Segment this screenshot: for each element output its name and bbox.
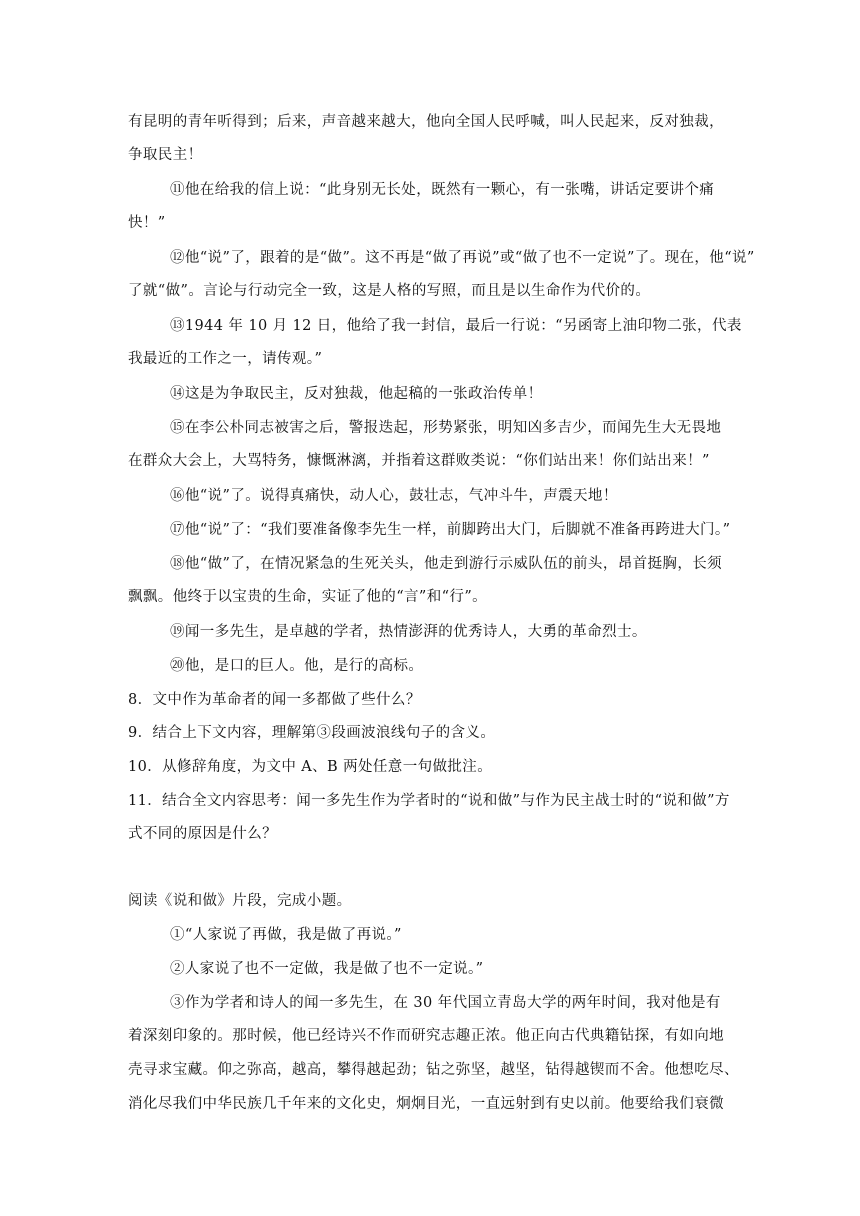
passage-2-paragraph-3-line-4: 消化尽我们中华民族几千年来的文化史，炯炯目光，一直远射到有史以前。他要给我们衰微 (128, 1096, 724, 1112)
paragraph-18-line-1: ⑱他“做”了，在情况紧急的生死关头，他走到游行示威队伍的前头，昂首挺胸，长须 (170, 556, 723, 572)
question-9: 9．结合上下文内容，理解第③段画波浪线句子的含义。 (128, 725, 496, 741)
question-10: 10．从修辞角度，为文中 A、B 两处任意一句做批注。 (128, 759, 493, 775)
paragraph-18-line-2: 飘飘。他终于以宝贵的生命，实证了他的“言”和“行”。 (128, 589, 488, 605)
paragraph-13-line-2: 我最近的工作之一，请传观。” (128, 351, 323, 367)
passage-2-paragraph-3-line-3: 壳寻求宝藏。仰之弥高，越高，攀得越起劲；钻之弥坚，越坚，钻得越锲而不舍。他想吃尽、 (128, 1062, 739, 1078)
paragraph-13-line-1: ⑬1944 年 10 月 12 日，他给了我一封信，最后一行说：“另函寄上油印物二张，代表 (170, 318, 742, 334)
question-11-line-2: 式不同的原因是什么？ (128, 826, 277, 842)
paragraph-10-line-2: 争取民主！ (128, 147, 203, 163)
paragraph-14: ⑭这是为争取民主，反对独裁，他起稿的一张政治传单！ (170, 386, 543, 402)
paragraph-17: ⑰他“说”了：“我们要准备像李先生一样，前脚跨出大门，后脚就不准备再跨进大门。” (170, 522, 731, 538)
passage-2-paragraph-2: ②人家说了也不一定做，我是做了也不一定说。” (170, 961, 484, 977)
passage-2-paragraph-1: ①“人家说了再做，我是做了再说。” (170, 927, 402, 943)
paragraph-16: ⑯他“说”了。说得真痛快，动人心，鼓壮志，气冲斗牛，声震天地！ (170, 488, 618, 504)
paragraph-12-line-2: 了就“做”。言论与行动完全一致，这是人格的写照，而且是以生命作为代价的。 (128, 283, 651, 299)
passage-2-paragraph-3-line-1: ③作为学者和诗人的闻一多先生，在 30 年代国立青岛大学的两年时间，我对他是有 (170, 995, 721, 1011)
paragraph-11-line-2: 快！” (128, 215, 166, 231)
question-11-line-1: 11．结合全文内容思考：闻一多先生作为学者时的“说和做”与作为民主战士时的“说和做”方 (128, 793, 730, 809)
passage-2-intro: 阅读《说和做》片段，完成小题。 (128, 893, 352, 909)
paragraph-15-line-1: ⑮在李公朴同志被害之后，警报迭起，形势紧张，明知凶多吉少，而闻先生大无畏地 (170, 420, 722, 436)
question-8: 8．文中作为革命者的闻一多都做了些什么？ (128, 692, 421, 708)
paragraph-11-line-1: ⑪他在给我的信上说：“此身别无长处，既然有一颗心，有一张嘴，讲话定要讲个痛 (170, 182, 715, 198)
paragraph-15-line-2: 在群众大会上，大骂特务，慷慨淋漓，并指着这群败类说：“你们站出来！你们站出来！” (128, 453, 710, 469)
paragraph-12-line-1: ⑫他“说”了，跟着的是“做”。这不再是“做了再说”或“做了也不一定说”了。现在，他“说” (170, 250, 755, 266)
paragraph-20: ⑳他，是口的巨人。他，是行的高标。 (170, 658, 424, 674)
paragraph-10-line-1: 有昆明的青年听得到；后来，声音越来越大，他向全国人民呼喊，叫人民起来，反对独裁， (128, 114, 724, 130)
paragraph-19: ⑲闻一多先生，是卓越的学者，热情澎湃的优秀诗人，大勇的革命烈士。 (170, 624, 647, 640)
passage-2-paragraph-3-line-2: 着深刻印象的。那时候，他已经诗兴不作而研究志趣正浓。他正向古代典籍钻探，有如向地 (128, 1028, 724, 1044)
